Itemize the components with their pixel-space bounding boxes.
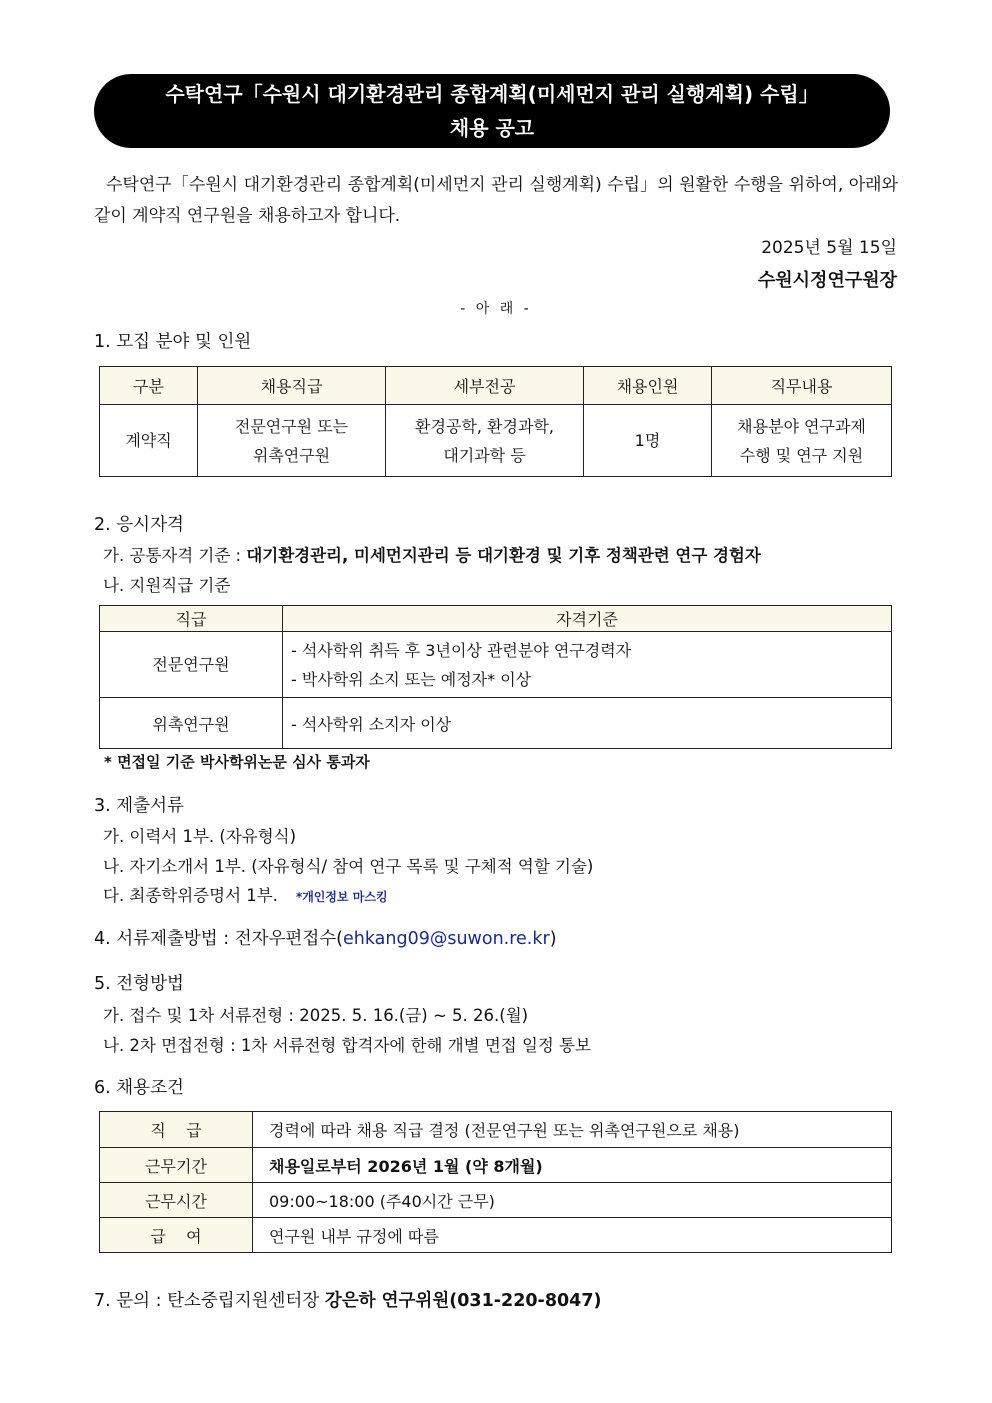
section-7-contact	[94, 1287, 602, 1312]
col-header: 직무내용	[712, 367, 892, 405]
col-header: 세부전공	[386, 367, 584, 405]
cell-type: 계약직	[100, 405, 198, 477]
cell-rank-line: 전문연구원 또는	[234, 416, 349, 436]
section-6-heading: 6. 채용조건	[94, 1078, 184, 1098]
document-item: 나. 자기소개서 1부. (자유형식/ 참여 연구 목록 및 구체적 역할 기술)	[103, 857, 594, 876]
cell-criteria: - 석사학위 소지자 이상	[283, 698, 892, 749]
masking-note: *개인정보 마스킹	[295, 890, 388, 904]
cell-major-line: 환경공학, 환경과학,	[415, 416, 554, 436]
criteria-line: - 박사학위 소지 또는 예정자* 이상	[291, 669, 532, 689]
submission-label: 4. 서류제출방법 : 전자우편접수(	[94, 929, 343, 949]
section-divider-label: - 아 래 -	[460, 301, 532, 317]
qualification-common	[103, 542, 761, 566]
cell-count: 1명	[584, 405, 712, 477]
table-row	[100, 1112, 892, 1148]
selection-step: 가. 접수 및 1차 서류전형 : 2025. 5. 16.(금) ~ 5. 26.(월)	[103, 1006, 529, 1025]
cell-rank	[198, 405, 386, 477]
cell-major-line: 대기과학 등	[443, 445, 526, 465]
document-item-text: 다. 최종학위증명서 1부.	[103, 886, 278, 905]
title-banner	[94, 74, 890, 148]
cell-rank: 전문연구원	[100, 632, 283, 698]
table-header-row	[100, 606, 892, 632]
cell-duty-line: 채용분야 연구과제	[737, 416, 866, 436]
criteria-line: - 석사학위 취득 후 3년이상 관련분야 연구경력자	[291, 640, 632, 660]
contact-label: 7. 문의 : 탄소중립지원센터장	[94, 1291, 325, 1311]
table-row	[100, 1183, 892, 1218]
col-header: 직급	[100, 606, 283, 632]
cell-value: 채용일로부터 2026년 1월 (약 8개월)	[253, 1148, 892, 1183]
recruitment-table	[99, 366, 892, 477]
cell-key: 근무기간	[100, 1148, 253, 1183]
cell-criteria	[283, 632, 892, 698]
cell-duty-line: 수행 및 연구 지원	[739, 445, 864, 465]
footnote: * 면접일 기준 박사학위논문 심사 통과자	[104, 753, 370, 771]
cell-key: 급 여	[100, 1218, 253, 1253]
section-5-heading: 5. 전형방법	[94, 974, 184, 994]
qualification-table	[99, 605, 892, 749]
cell-key: 근무시간	[100, 1183, 253, 1218]
document-item	[103, 882, 388, 906]
cell-major	[386, 405, 584, 477]
title-line-2: 채용 공고	[449, 116, 535, 140]
cell-rank-line: 위촉연구원	[252, 445, 331, 465]
document-item: 가. 이력서 1부. (자유형식)	[103, 827, 297, 846]
section-2-heading: 2. 응시자격	[94, 515, 184, 535]
col-header: 자격기준	[283, 606, 892, 632]
table-row	[100, 698, 892, 749]
cell-duty	[712, 405, 892, 477]
table-row	[100, 1148, 892, 1183]
col-header: 채용인원	[584, 367, 712, 405]
title-line-1: 수탁연구「수원시 대기환경관리 종합계획(미세먼지 관리 실행계획) 수립」	[165, 82, 819, 106]
issuer: 수원시정연구원장	[757, 270, 897, 291]
section-1-heading: 1. 모집 분야 및 인원	[94, 332, 252, 352]
table-row	[100, 405, 892, 477]
qualification-rank-label: 나. 지원직급 기준	[103, 576, 231, 595]
submission-close: )	[549, 929, 557, 949]
cell-value: 경력에 따라 채용 직급 결정 (전문연구원 또는 위촉연구원으로 채용)	[253, 1112, 892, 1148]
qualification-common-value: 대기환경관리, 미세먼지관리 등 대기환경 및 기후 정책관련 연구 경험자	[246, 546, 761, 565]
section-4-submission	[94, 925, 557, 950]
table-row	[100, 632, 892, 698]
col-header: 채용직급	[198, 367, 386, 405]
intro-paragraph: 수탁연구「수원시 대기환경관리 종합계획(미세먼지 관리 실행계획) 수립」의 원활한 수행을 위하여, 아래와 같이 계약직 연구원을 채용하고자 합니다.	[94, 175, 898, 226]
contact-value: 강은하 연구위원(031-220-8047)	[324, 1291, 602, 1311]
section-3-heading: 3. 제출서류	[94, 796, 184, 816]
table-header-row	[100, 367, 892, 405]
cell-key: 직 급	[100, 1112, 253, 1148]
email-link[interactable]: ehkang09@suwon.re.kr	[342, 929, 550, 949]
selection-step: 나. 2차 면접전형 : 1차 서류전형 합격자에 한해 개별 면접 일정 통보	[103, 1036, 591, 1055]
cell-value: 09:00~18:00 (주40시간 근무)	[253, 1183, 892, 1218]
col-header: 구분	[100, 367, 198, 405]
cell-value: 연구원 내부 규정에 따름	[253, 1218, 892, 1253]
conditions-table	[99, 1111, 892, 1253]
table-row	[100, 1218, 892, 1253]
announcement-date: 2025년 5월 15일	[761, 238, 897, 258]
cell-rank: 위촉연구원	[100, 698, 283, 749]
qualification-common-label: 가. 공통자격 기준 :	[103, 546, 247, 565]
